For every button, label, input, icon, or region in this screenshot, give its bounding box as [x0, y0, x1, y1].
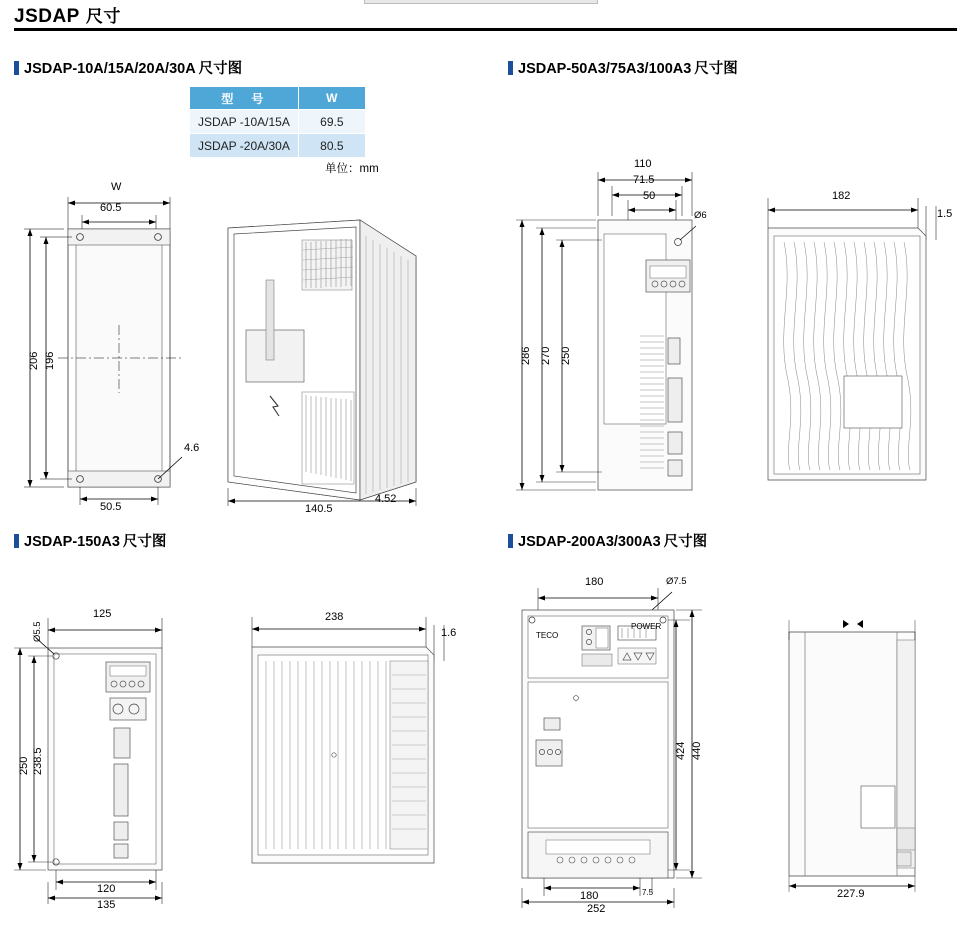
- section-4-label: JSDAP-200A3/300A3: [518, 534, 661, 550]
- section-2-label: JSDAP-50A3/75A3/100A3: [518, 61, 692, 77]
- dim-1-5: 1.5: [937, 208, 953, 220]
- dim-side-4-52: 4.52: [375, 493, 397, 505]
- dim-phi7-5: Ø7.5: [666, 576, 687, 587]
- dim-250: 250: [560, 346, 572, 365]
- table-header-row: [190, 87, 366, 110]
- dim-238-5: 238.5: [32, 747, 44, 775]
- drawing-jsdap-200a3-side: [765, 600, 965, 900]
- dim-110: 110: [634, 158, 652, 170]
- dim-227-9: 227.9: [837, 888, 865, 900]
- section-heading-3: [14, 530, 166, 551]
- drawing-jsdap-50a3-front: [500, 150, 730, 520]
- dim-125: 125: [93, 608, 112, 620]
- section-4-label-cn: 尺寸图: [663, 534, 708, 550]
- dim-182: 182: [832, 190, 851, 202]
- section-bar-icon: [508, 534, 513, 548]
- section-heading-1: [14, 57, 242, 78]
- title-divider: [14, 28, 957, 31]
- page-title-sub: 尺寸: [85, 7, 121, 26]
- dim-50: 50: [643, 190, 656, 202]
- dim-front-60-5: 60.5: [100, 202, 122, 214]
- drawing-jsdap-150a3-front: [10, 600, 210, 910]
- section-bar-icon: [508, 61, 513, 75]
- drawing-jsdap-200a3-front: [500, 570, 730, 915]
- section-3-label: JSDAP-150A3: [24, 534, 120, 550]
- dim-180-top: 180: [585, 576, 604, 588]
- col-header-w: W: [298, 87, 365, 110]
- section-2-label-cn: 尺寸图: [694, 61, 738, 77]
- dim-270: 270: [540, 346, 552, 365]
- section-bar-icon: [14, 61, 19, 75]
- dim-front-196: 196: [44, 351, 56, 370]
- top-image-stub: [364, 0, 598, 4]
- drawing-jsdap-10a-front: [10, 175, 220, 515]
- dim-286: 286: [520, 346, 532, 365]
- dim-phi5-5: Ø5.5: [32, 621, 43, 642]
- table-row: [190, 110, 366, 134]
- section-heading-2: [508, 57, 738, 78]
- dim-120: 120: [97, 883, 116, 895]
- dim-7-5: 7.5: [642, 888, 654, 897]
- dim-238: 238: [325, 611, 344, 623]
- section-1-label-cn: 尺寸图: [198, 61, 243, 77]
- cell-model: JSDAP -20A/30A: [190, 134, 299, 158]
- page-title-main: JSDAP: [14, 6, 80, 27]
- cell-model: JSDAP -10A/15A: [190, 110, 299, 134]
- dim-135: 135: [97, 899, 116, 911]
- dim-front-50-5: 50.5: [100, 501, 122, 513]
- dim-440: 440: [691, 741, 703, 760]
- dim-71-5: 71.5: [633, 174, 655, 186]
- dim-front-w: W: [111, 181, 122, 193]
- dim-phi6: Ø6: [694, 210, 707, 221]
- drawing-jsdap-10a-iso: [210, 210, 440, 515]
- section-heading-4: [508, 530, 707, 551]
- table-row: [190, 134, 366, 158]
- power-label: POWER: [631, 622, 662, 631]
- brand-label: TECO: [536, 631, 559, 640]
- section-1-label: JSDAP-10A/15A/20A/30A: [24, 61, 196, 77]
- dim-1-6: 1.6: [441, 627, 457, 639]
- dim-front-4-6: 4.6: [184, 442, 200, 454]
- page-title: [14, 2, 121, 28]
- dim-252: 252: [587, 903, 606, 915]
- dim-front-206: 206: [28, 351, 40, 370]
- spec-table: [189, 86, 366, 158]
- section-bar-icon: [14, 534, 19, 548]
- dim-side-140-5: 140.5: [305, 503, 333, 515]
- dim-250: 250: [18, 756, 30, 775]
- drawing-jsdap-50a3-side: [740, 180, 965, 500]
- cell-w: 69.5: [298, 110, 365, 134]
- cell-w: 80.5: [298, 134, 365, 158]
- drawing-jsdap-150a3-side: [230, 605, 465, 885]
- unit-note: 单位：mm: [325, 163, 379, 175]
- dim-424: 424: [675, 741, 687, 760]
- col-header-model: 型 号: [190, 87, 299, 110]
- section-3-label-cn: 尺寸图: [122, 534, 167, 550]
- dim-180-bot: 180: [580, 890, 599, 902]
